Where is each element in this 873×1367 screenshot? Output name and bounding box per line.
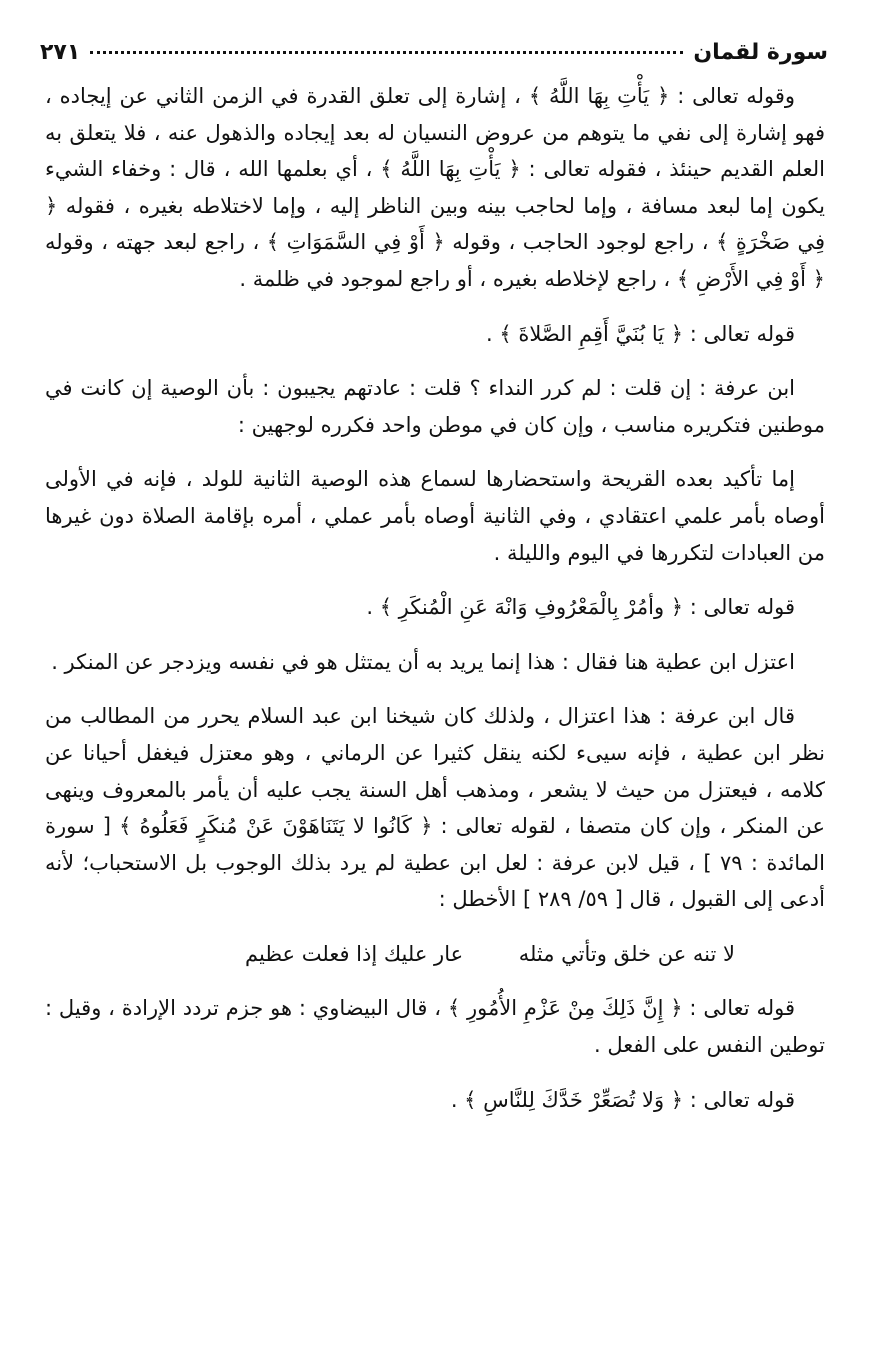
header-dotted-rule: [90, 51, 683, 54]
paragraph: قوله تعالى : ﴿ إِنَّ ذَلِكَ مِنْ عَزْمِ الأُمُورِ ﴾ ، قال البيضاوي : هو جزم تردد الإرادة ، وقيل : توطين النفس على الفعل .: [45, 996, 825, 1058]
verse-heading: قوله تعالى : ﴿ يَا بُنَيَّ أَقِمِ الصَّلاةَ ﴾ .: [485, 321, 795, 346]
surah-name: سورة لقمان: [693, 39, 828, 65]
page-body: [45, 78, 825, 1118]
poetry-verse: [45, 936, 825, 973]
paragraph: إما تأكيد بعده القريحة واستحضارها لسماع هذه الوصية الثانية للولد ، فإنه في الأولى أوصاه بأمر علمي اعتقادي ، وفي الثانية أوصاه بأمر عملي ، أمره بإقامة الصلاة دون غيرها من العبادات لتكررها في اليوم والليلة .: [45, 467, 825, 565]
page-header: [40, 35, 828, 69]
page-number: ٢٧١: [40, 39, 81, 65]
paragraph: اعتزل ابن عطية هنا فقال : هذا إنما يريد به أن يمتثل هو في نفسه ويزدجر عن المنكر .: [51, 649, 795, 674]
poetry-second-hemistich: عار عليك إذا فعلت عظيم: [245, 941, 464, 966]
poetry-first-hemistich: لا تنه عن خلق وتأتي مثله: [518, 941, 735, 966]
verse-heading: قوله تعالى : ﴿ وَلا تُصَعِّرْ خَدَّكَ لِلنَّاسِ ﴾ .: [450, 1087, 795, 1112]
verse-heading: قوله تعالى : ﴿ وأمُرْ بِالْمَعْرُوفِ وَانْهَ عَنِ الْمُنكَرِ ﴾ .: [366, 595, 795, 620]
paragraph: قال ابن عرفة : هذا اعتزال ، ولذلك كان شيخنا ابن عبد السلام يحرر من المطالب من نظر ابن عطية ، فإنه سيىء لكنه ينقل كثيرا عن الرماني ، وهو معتزل فيغفل أحيانا عن كلامه ، فيعتزل من حيث لا يشعر ، ومذهب أهل السنة يجب عليه أن يأمر بالمعروف وينهى عن المنكر ، وإن كان متصفا ، لقوله تعالى : ﴿ كَانُوا لا يَتَنَاهَوْنَ عَنْ مُنكَرٍ فَعَلُوهُ ﴾ [ سورة المائدة : ٧٩ ] ، قيل لابن عرفة : لعل ابن عطية لم يرد بذلك الوجوب بل الاستحباب؛ لأنه أدعى إلى القبول ، قال [ ٥٩/ ٢٨٩ ] الأخطل :: [45, 704, 825, 912]
paragraph: ابن عرفة : إن قلت : لم كرر النداء ؟ قلت : عادتهم يجيبون : بأن الوصية إن كانت في موطنين فتكريره مناسب ، وإن كان في موطن واحد فكرره لوجهين :: [45, 376, 825, 437]
paragraph: وقوله تعالى : ﴿ يَأْتِ بِهَا اللَّهُ ﴾ ، إشارة إلى تعلق القدرة في الزمن الثاني عن إيجاده ، فهو إشارة إلى نفي ما يتوهم من عروض النسيان له بعد إيجاده والذهول عنه ، فلا يتعلق به العلم القديم حينئذ ، فقوله تعالى : ﴿ يَأْتِ بِهَا اللَّهُ ﴾ ، أي بعلمها الله ، قال : وخفاء الشيء يكون إما لبعد مسافة ، وإما لحاجب بينه وبين الناظر إليه ، وإما لاختلاطه بغيره ، فقوله ﴿ فِي صَخْرَةٍ ﴾ ، راجع لوجود الحاجب ، وقوله ﴿ أَوْ فِي السَّمَوَاتِ ﴾ ، راجع لبعد جهته ، وقوله ﴿ أَوْ فِي الأَرْضِ ﴾ ، راجع لإخلاطه بغيره ، أو راجع لموجود في ظلمة .: [45, 84, 825, 291]
